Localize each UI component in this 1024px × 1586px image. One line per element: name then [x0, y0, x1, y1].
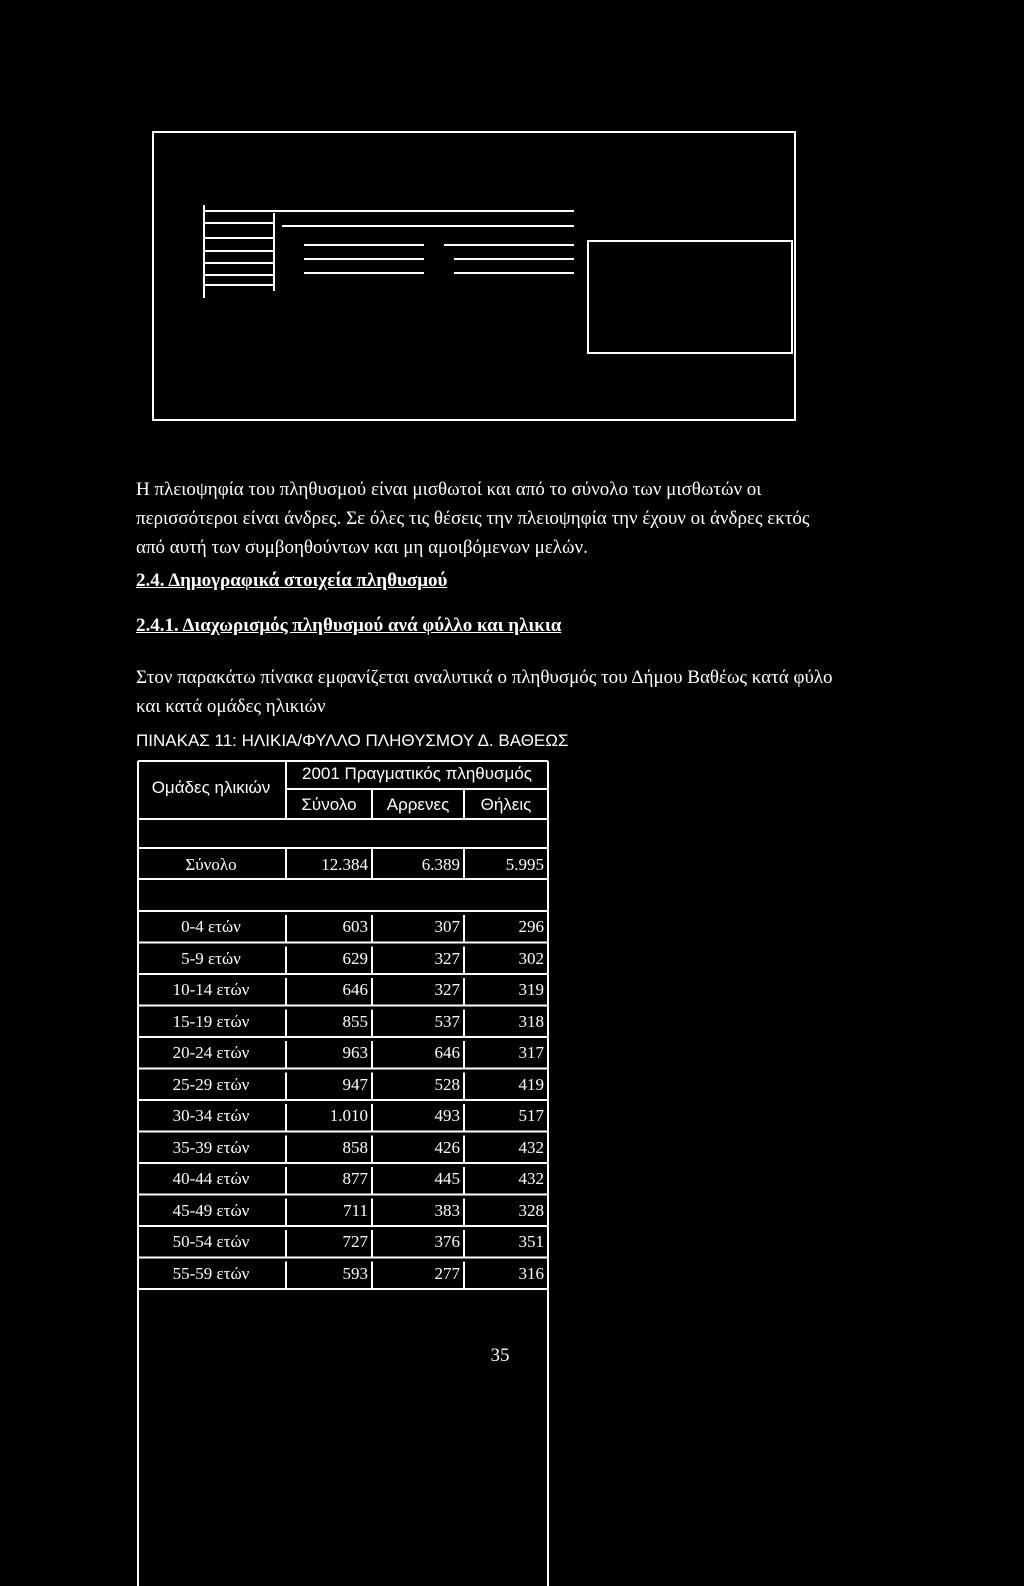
population-table	[136, 757, 550, 1586]
age-label: 35-39 ετών	[172, 1137, 250, 1157]
age-females: 517	[518, 1106, 544, 1125]
table-caption: ΠΙΝΑΚΑΣ 11: ΗΛΙΚΙΑ/ΦΥΛΛΟ ΠΛΗΘΥΣΜΟΥ Δ. ΒΑΘΕΩΣ	[136, 731, 569, 750]
age-males: 277	[434, 1263, 460, 1283]
age-males: 376	[434, 1232, 460, 1251]
table-intro-paragraph: Στον παρακάτω πίνακα εμφανίζεται αναλυτικά ο πληθυσμός του Δήμου Βαθέως κατά φύλο και κατά ομάδες ηλικιών	[136, 667, 833, 717]
age-total: 1.010	[329, 1106, 368, 1125]
age-label: 55-59 ετών	[172, 1263, 250, 1283]
age-females: 432	[518, 1137, 544, 1157]
subsection-heading: 2.4.1. Διαχωρισμός πληθυσμού ανά φύλλο και ηλικια	[136, 615, 562, 636]
header-2001-population: 2001 Πραγματικός πληθυσμός	[302, 764, 532, 783]
age-males: 383	[434, 1200, 460, 1220]
age-label: 25-29 ετών	[172, 1074, 250, 1094]
age-females: 296	[518, 917, 544, 936]
age-males: 426	[434, 1137, 460, 1157]
diagram-frame	[152, 131, 796, 421]
age-label: 45-49 ετών	[172, 1200, 250, 1220]
age-males: 327	[434, 948, 460, 968]
header-females: Θήλεις	[480, 795, 532, 814]
age-total: 855	[342, 1011, 368, 1031]
header-males: Αρρενες	[386, 795, 450, 814]
age-label: 0-4 ετών	[181, 917, 241, 936]
total-row-females: 5.995	[505, 855, 544, 874]
age-label: 50-54 ετών	[172, 1232, 250, 1251]
age-label: 20-24 ετών	[172, 1043, 250, 1062]
age-males: 445	[434, 1169, 460, 1188]
age-label: 5-9 ετών	[181, 948, 241, 968]
total-row-males: 6.389	[421, 855, 460, 874]
age-total: 711	[343, 1200, 368, 1220]
age-total: 963	[342, 1043, 368, 1062]
age-total: 646	[342, 980, 368, 999]
diagram-lines	[154, 133, 798, 423]
age-females: 432	[518, 1169, 544, 1188]
age-total: 629	[342, 948, 368, 968]
section-heading: 2.4. Δημογραφικά στοιχεία πληθυσμού	[136, 570, 448, 591]
page-number: 35	[490, 1345, 510, 1366]
header-age-groups: Ομάδες ηλικιών	[151, 778, 271, 797]
header-total: Σύνολο	[301, 795, 357, 814]
age-females: 419	[518, 1074, 544, 1094]
age-males: 537	[434, 1011, 460, 1031]
total-row-label: Σύνολο	[185, 855, 237, 874]
age-total: 593	[342, 1263, 368, 1283]
age-total: 947	[342, 1074, 368, 1094]
age-females: 351	[518, 1232, 544, 1251]
age-females: 302	[518, 948, 544, 968]
age-label: 30-34 ετών	[172, 1106, 250, 1125]
age-females: 319	[518, 980, 544, 999]
age-total: 727	[342, 1232, 368, 1251]
age-females: 318	[518, 1011, 544, 1031]
age-total: 603	[342, 917, 368, 936]
age-label: 15-19 ετών	[172, 1011, 250, 1031]
total-row-total: 12.384	[321, 855, 368, 874]
age-males: 307	[434, 917, 460, 936]
age-total: 858	[342, 1137, 368, 1157]
age-females: 316	[518, 1263, 544, 1283]
age-males: 493	[434, 1106, 460, 1125]
age-label: 40-44 ετών	[172, 1169, 250, 1188]
intro-paragraph: Η πλειοψηφία του πληθυσμού είναι μισθωτοί και από το σύνολο των μισθωτών οι περισσότεροι είναι άνδρες. Σε όλες τις θέσεις την πλειοψηφία την έχουν οι άνδρες εκτός από αυτή των συμβοηθούντων και μη αμοιβόμενων μελών.	[136, 479, 810, 558]
age-females: 328	[518, 1200, 544, 1220]
age-males: 528	[434, 1074, 460, 1094]
age-males: 646	[434, 1043, 460, 1062]
age-males: 327	[434, 980, 460, 999]
age-total: 877	[342, 1169, 368, 1188]
age-label: 10-14 ετών	[172, 980, 250, 999]
age-females: 317	[518, 1043, 544, 1062]
